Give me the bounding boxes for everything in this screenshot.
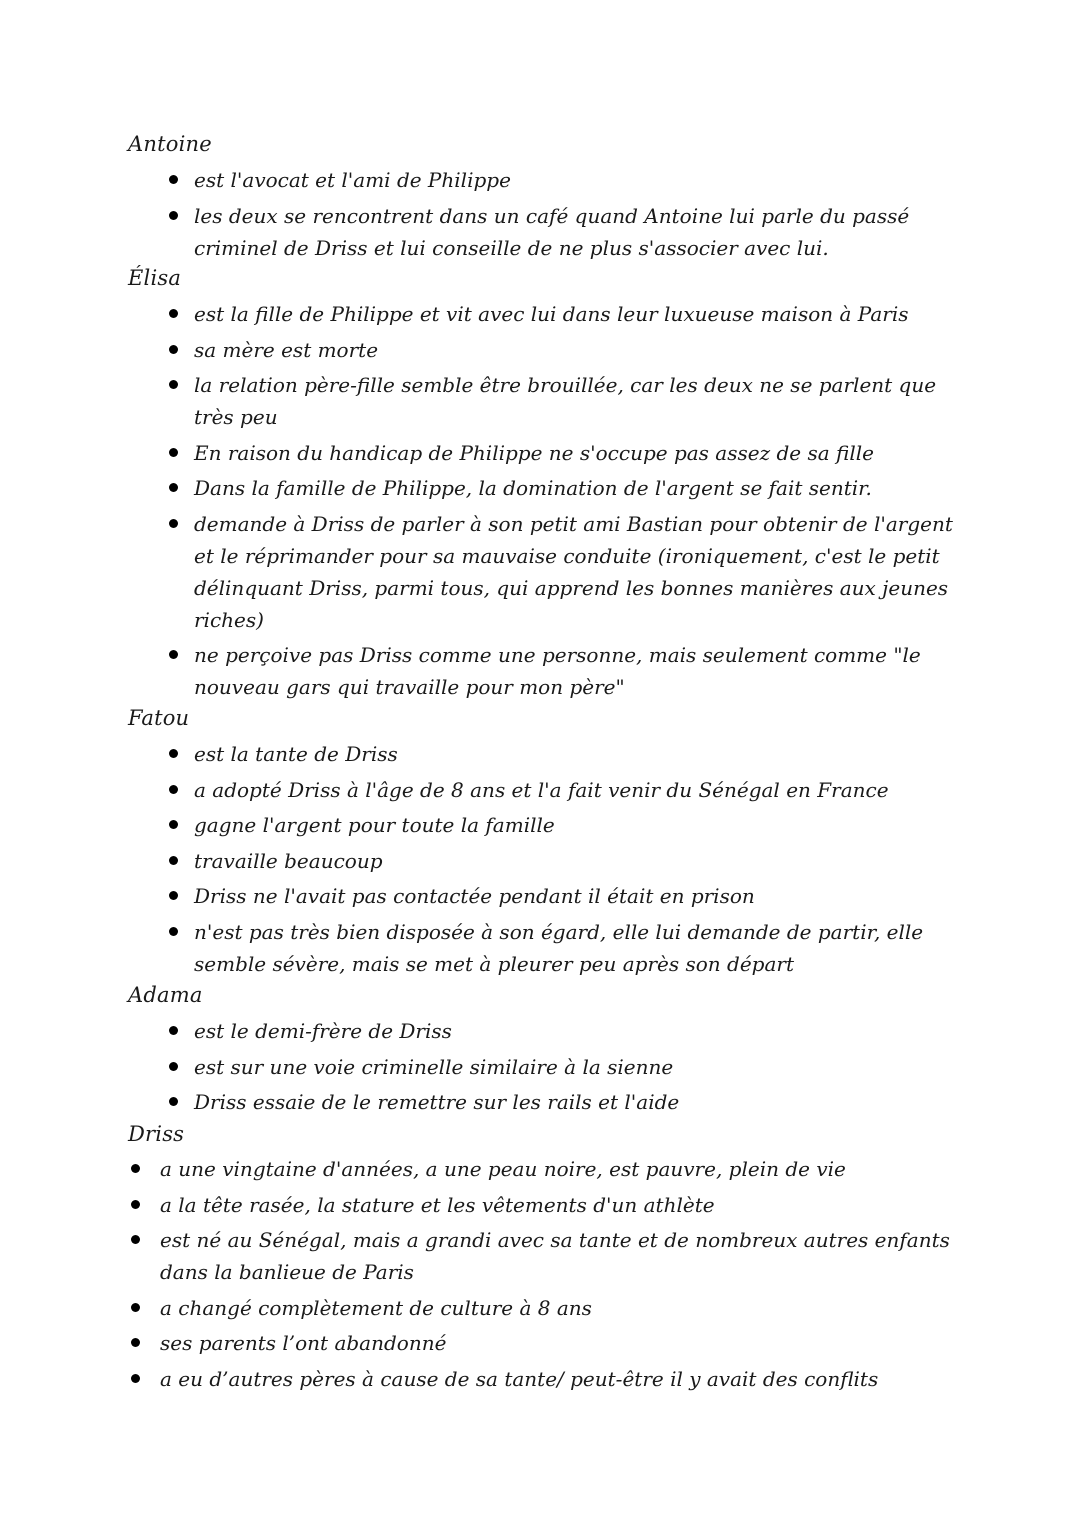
list-item: a adopté Driss à l'âge de 8 ans et l'a fait venir du Sénégal en France bbox=[194, 774, 954, 806]
bullet-icon bbox=[169, 856, 178, 865]
bullet-icon bbox=[169, 519, 178, 528]
list-item: Driss ne l'avait pas contactée pendant il était en prison bbox=[194, 880, 954, 912]
bullet-icon bbox=[169, 820, 178, 829]
list-item: la relation père-fille semble être brouillée, car les deux ne se parlent que très peu bbox=[194, 369, 954, 433]
list-item: Dans la famille de Philippe, la domination de l'argent se fait sentir. bbox=[194, 472, 954, 504]
list-item: est né au Sénégal, mais a grandi avec sa tante et de nombreux autres enfants dans la banlieue de Paris bbox=[160, 1224, 950, 1288]
bullet-icon bbox=[169, 927, 178, 936]
bullet-icon bbox=[169, 650, 178, 659]
list-item: est sur une voie criminelle similaire à la sienne bbox=[194, 1051, 954, 1083]
list-item: les deux se rencontrent dans un café quand Antoine lui parle du passé criminel de Driss et lui conseille de ne plus s'associer avec lui. bbox=[194, 200, 954, 264]
list-item: sa mère est morte bbox=[194, 334, 954, 366]
bullet-icon bbox=[169, 309, 178, 318]
bullet-icon bbox=[131, 1235, 140, 1244]
bullet-icon bbox=[169, 380, 178, 389]
bullet-icon bbox=[169, 1026, 178, 1035]
list-item: travaille beaucoup bbox=[194, 845, 954, 877]
list-item: est le demi-frère de Driss bbox=[194, 1015, 954, 1047]
list-adama bbox=[194, 1015, 954, 1122]
bullet-icon bbox=[131, 1303, 140, 1312]
list-driss bbox=[160, 1153, 950, 1398]
list-item: gagne l'argent pour toute la famille bbox=[194, 809, 954, 841]
list-item: est l'avocat et l'ami de Philippe bbox=[194, 164, 954, 196]
bullet-icon bbox=[169, 785, 178, 794]
bullet-icon bbox=[131, 1200, 140, 1209]
bullet-icon bbox=[169, 345, 178, 354]
heading-antoine: Antoine bbox=[128, 132, 212, 156]
list-item: En raison du handicap de Philippe ne s'occupe pas assez de sa fille bbox=[194, 437, 954, 469]
heading-fatou: Fatou bbox=[128, 706, 190, 730]
heading-elisa: Élisa bbox=[128, 266, 182, 290]
list-item: est la tante de Driss bbox=[194, 738, 954, 770]
list-antoine bbox=[194, 164, 954, 267]
heading-driss: Driss bbox=[128, 1122, 185, 1146]
list-item: a changé complètement de culture à 8 ans bbox=[160, 1292, 950, 1324]
list-fatou bbox=[194, 738, 954, 983]
bullet-icon bbox=[131, 1374, 140, 1383]
bullet-icon bbox=[169, 175, 178, 184]
list-item: est la fille de Philippe et vit avec lui dans leur luxueuse maison à Paris bbox=[194, 298, 954, 330]
list-item: Driss essaie de le remettre sur les rails et l'aide bbox=[194, 1086, 954, 1118]
list-item: ne perçoive pas Driss comme une personne, mais seulement comme "le nouveau gars qui travaille pour mon père" bbox=[194, 639, 954, 703]
bullet-icon bbox=[169, 211, 178, 220]
list-item: demande à Driss de parler à son petit ami Bastian pour obtenir de l'argent et le réprimander pour sa mauvaise conduite (ironiquement, c'est le petit délinquant Driss, parmi tous, qui apprend les bonnes manières aux jeunes riches) bbox=[194, 508, 954, 636]
list-item: a la tête rasée, la stature et les vêtements d'un athlète bbox=[160, 1189, 950, 1221]
list-item: a une vingtaine d'années, a une peau noire, est pauvre, plein de vie bbox=[160, 1153, 950, 1185]
list-item: ses parents l’ont abandonné bbox=[160, 1327, 950, 1359]
bullet-icon bbox=[131, 1338, 140, 1347]
bullet-icon bbox=[169, 891, 178, 900]
bullet-icon bbox=[169, 1062, 178, 1071]
bullet-icon bbox=[169, 749, 178, 758]
list-item: n'est pas très bien disposée à son égard, elle lui demande de partir, elle semble sévère, mais se met à pleurer peu après son départ bbox=[194, 916, 954, 980]
bullet-icon bbox=[169, 448, 178, 457]
list-item: a eu d’autres pères à cause de sa tante/ peut-être il y avait des conflits bbox=[160, 1363, 950, 1395]
list-elisa bbox=[194, 298, 954, 707]
heading-adama: Adama bbox=[128, 983, 203, 1007]
bullet-icon bbox=[169, 1097, 178, 1106]
bullet-icon bbox=[131, 1164, 140, 1173]
bullet-icon bbox=[169, 483, 178, 492]
